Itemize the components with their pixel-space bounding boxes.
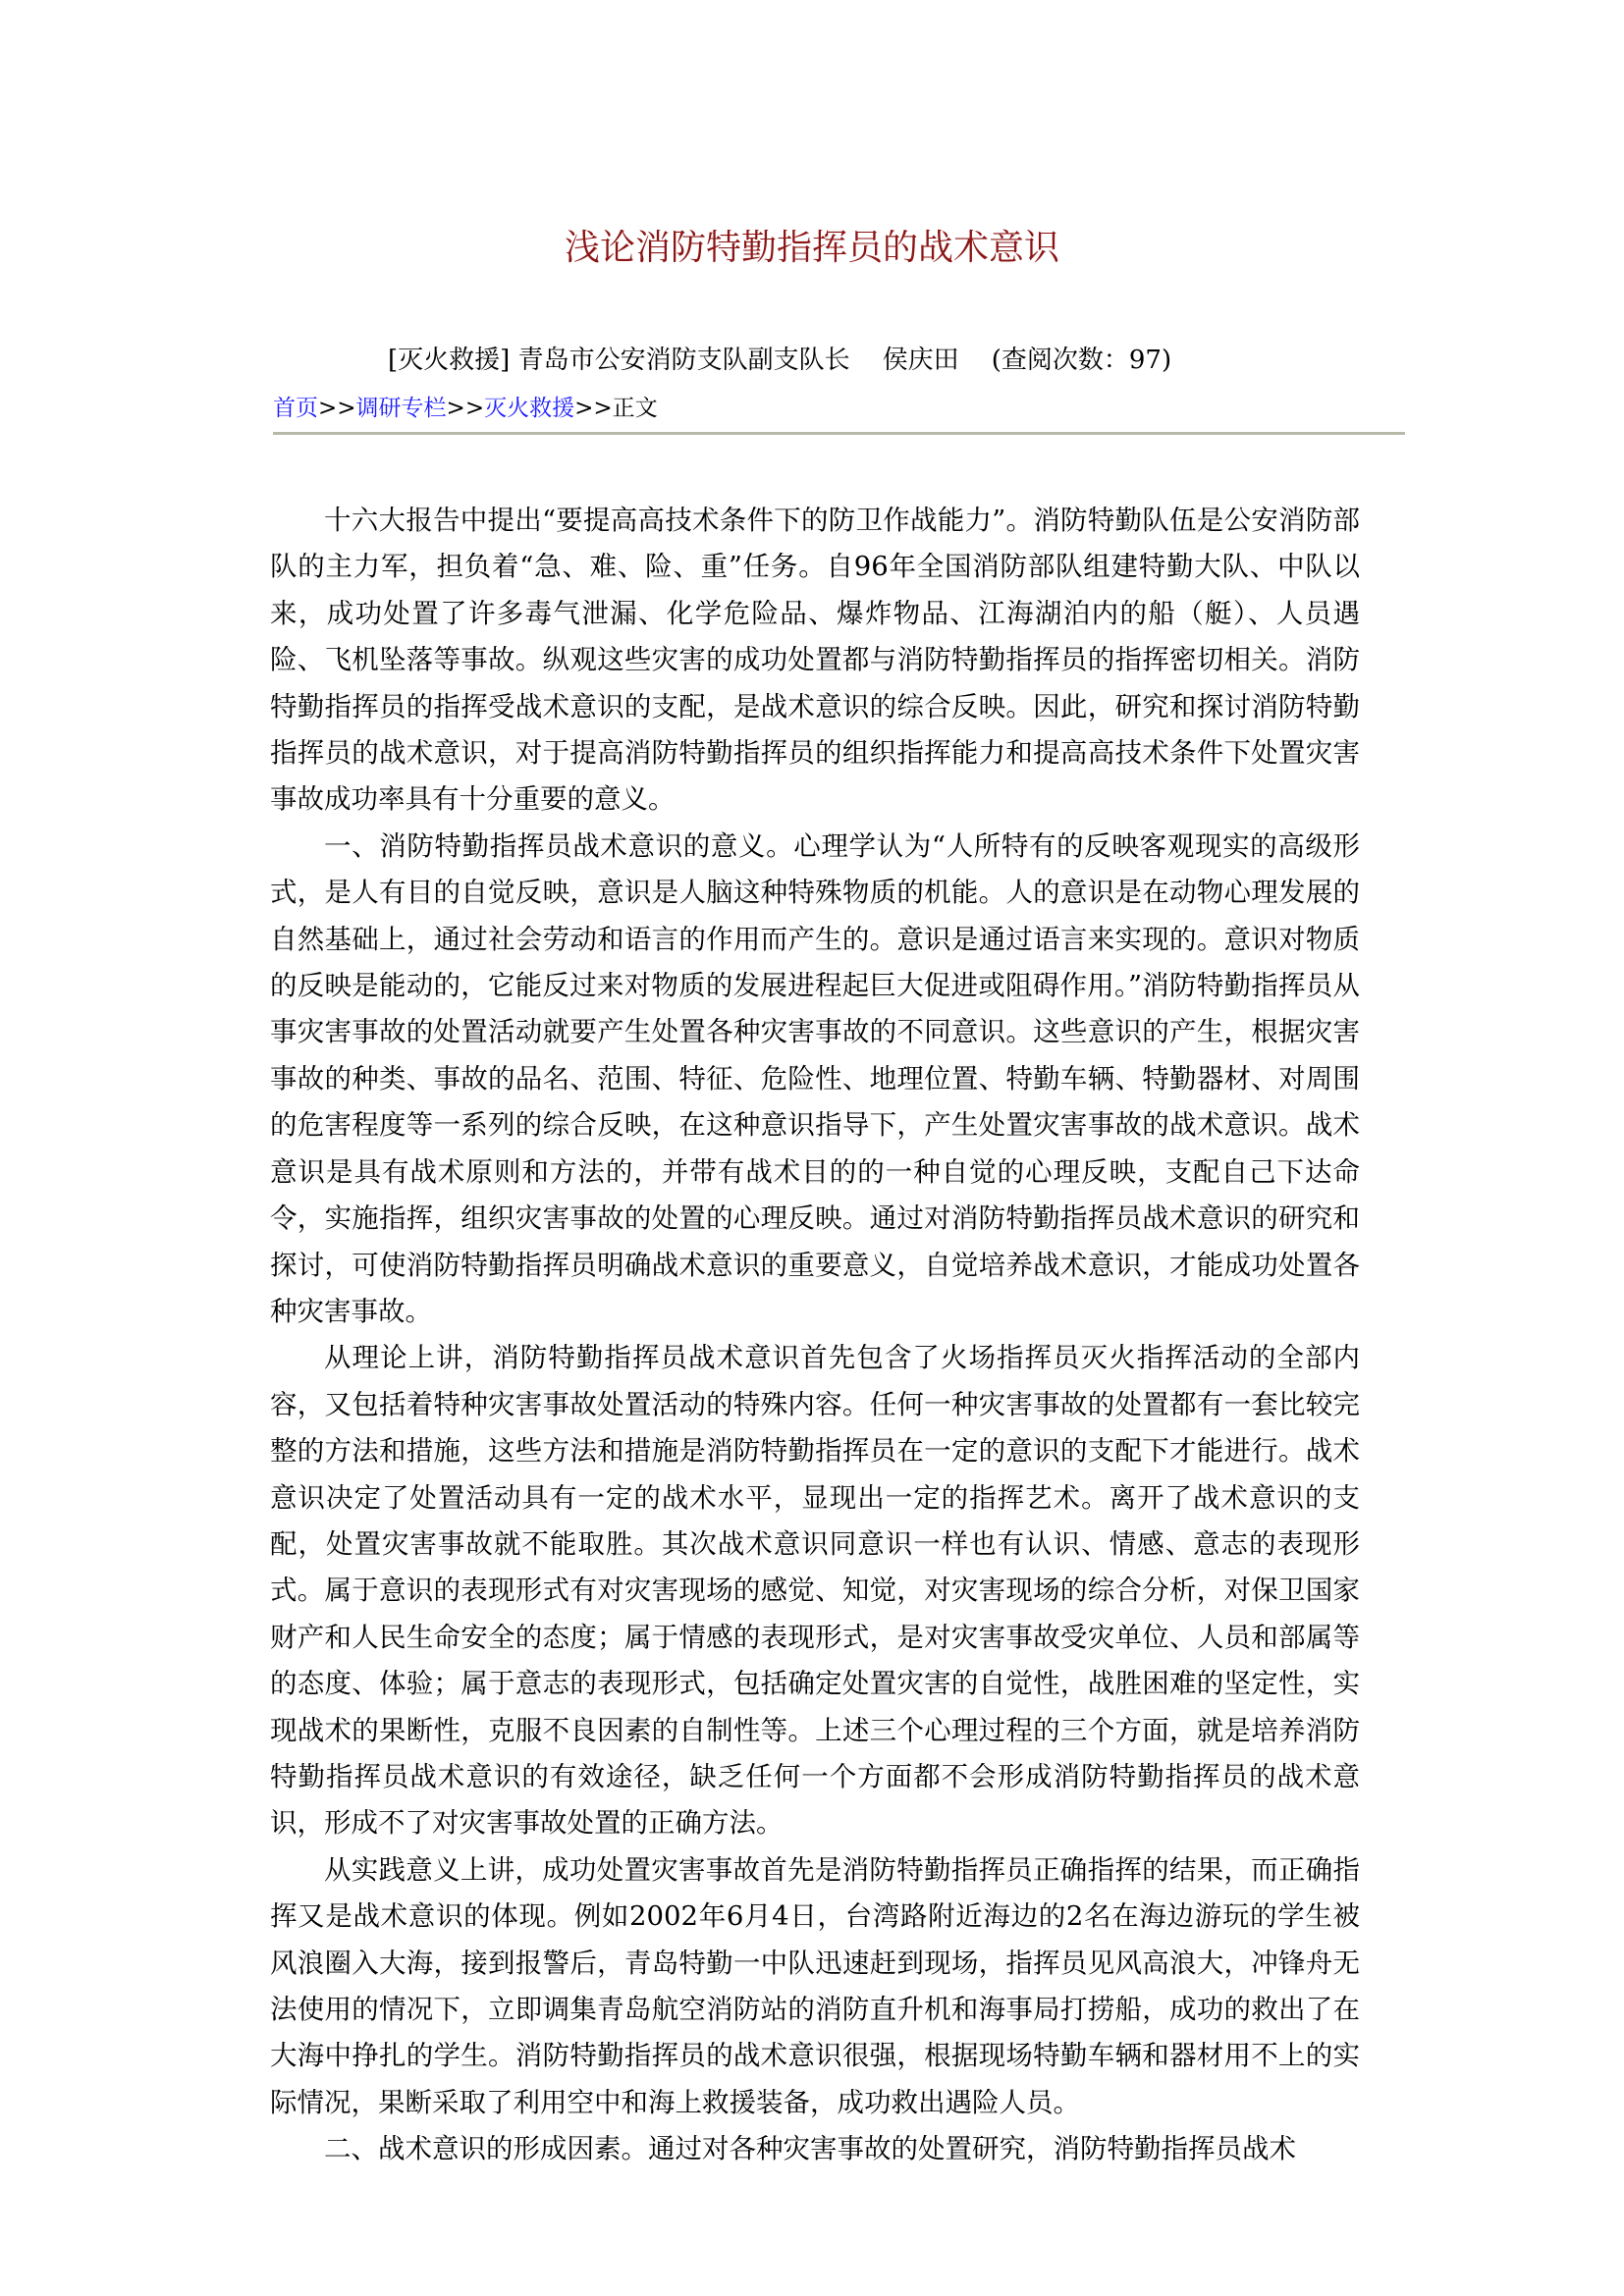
paragraph-section-2: 二、战术意识的形成因素。通过对各种灾害事故的处置研究，消防特勤指挥员战术: [324, 2133, 1296, 2165]
paragraph-theory: 从理论上讲，消防特勤指挥员战术意识首先包含了火场指挥员灭火指挥活动的全部内容，又包括着特种灾害事故处置活动的特殊内容。任何一种灾害事故的处置都有一套比较完整的方法和措施，这些方法和措施是消防特勤指挥员在一定的意识的支配下才能进行。战术意识决定了处置活动具有一定的战术水平，显现出一定的指挥艺术。离开了战术意识的支配，处置灾害事故就不能取胜。其次战术意识同意识一样也有认识、情感、意志的表现形式。属于意识的表现形式有对灾害现场的感觉、知觉，对灾害现场的综合分析，对保卫国家财产和人民生命安全的态度；属于情感的表现形式，是对灾害事故受灾单位、人员和部属等的态度、体验；属于意志的表现形式，包括确定处置灾害的自觉性，战胜困难的坚定性，实现战术的果断性，克服不良因素的自制性等。上述三个心理过程的三个方面，就是培养消防特勤指挥员战术意识的有效途径，缺乏任何一个方面都不会形成消防特勤指挥员的战术意识，形成不了对灾害事故处置的正确方法。: [270, 1342, 1360, 1840]
breadcrumb-research-column-link[interactable]: 调研专栏: [355, 396, 447, 421]
article-body: [270, 498, 1360, 2173]
breadcrumb-separator: >>: [318, 396, 356, 421]
view-count: (查阅次数：97): [991, 346, 1172, 375]
breadcrumb-current-page: >>正文: [574, 396, 658, 421]
paragraph-intro: 十六大报告中提出“要提高高技术条件下的防卫作战能力”。消防特勤队伍是公安消防部队的主力军，担负着“急、难、险、重”任务。自96年全国消防部队组建特勤大队、中队以来，成功处置了许多毒气泄漏、化学危险品、爆炸物品、江海湖泊内的船（艇）、人员遇险、飞机坠落等事故。纵观这些灾害的成功处置都与消防特勤指挥员的指挥密切相关。消防特勤指挥员的指挥受战术意识的支配，是战术意识的综合反映。因此，研究和探讨消防特勤指挥员的战术意识，对于提高消防特勤指挥员的组织指挥能力和提高高技术条件下处置灾害事故成功率具有十分重要的意义。: [270, 505, 1360, 816]
breadcrumb-separator: >>: [446, 396, 485, 421]
breadcrumb-fire-rescue-link[interactable]: 灭火救援: [484, 396, 575, 421]
paragraph-practice: 从实践意义上讲，成功处置灾害事故首先是消防特勤指挥员正确指挥的结果，而正确指挥又是战术意识的体现。例如2002年6月4日，台湾路附近海边的2名在海边游玩的学生被风浪圈入大海，接到报警后，青岛特勤一中队迅速赶到现场，指挥员见风高浪大，冲锋舟无法使用的情况下，立即调集青岛航空消防站的消防直升机和海事局打捞船，成功的救出了在大海中挣扎的学生。消防特勤指挥员的战术意识很强，根据现场特勤车辆和器材用不上的实际情况，果断采取了利用空中和海上救援装备，成功救出遇险人员。: [270, 1853, 1360, 2118]
article-title: 浅论消防特勤指挥员的战术意识: [564, 228, 1059, 268]
article-meta: [388, 342, 1171, 379]
breadcrumb: [273, 393, 658, 424]
author-title: 青岛市公安消防支队副支队长: [517, 346, 850, 375]
paragraph-section-1: 一、消防特勤指挥员战术意识的意义。心理学认为“人所特有的反映客观现实的高级形式，是人有目的自觉反映，意识是人脑这种特殊物质的机能。人的意识是在动物心理发展的自然基础上，通过社会劳动和语言的作用而产生的。意识是通过语言来实现的。意识对物质的反映是能动的，它能反过来对物质的发展进程起巨大促进或阻碍作用。”消防特勤指挥员从事灾害事故的处置活动就要产生处置各种灾害事故的不同意识。这些意识的产生，根据灾害事故的种类、事故的品名、范围、特征、危险性、地理位置、特勤车辆、特勤器材、对周围的危害程度等一系列的综合反映，在这种意识指导下，产生处置灾害事故的战术意识。战术意识是具有战术原则和方法的，并带有战术目的的一种自觉的心理反映，支配自己下达命令，实施指挥，组织灾害事故的处置的心理反映。通过对消防特勤指挥员战术意识的研究和探讨，可使消防特勤指挥员明确战术意识的重要意义，自觉培养战术意识，才能成功处置各种灾害事故。: [270, 829, 1360, 1327]
article-category: [灭火救援]: [388, 346, 511, 375]
author-name: 侯庆田: [882, 346, 959, 375]
header-divider: [273, 432, 1405, 435]
breadcrumb-home-link[interactable]: 首页: [273, 396, 318, 421]
